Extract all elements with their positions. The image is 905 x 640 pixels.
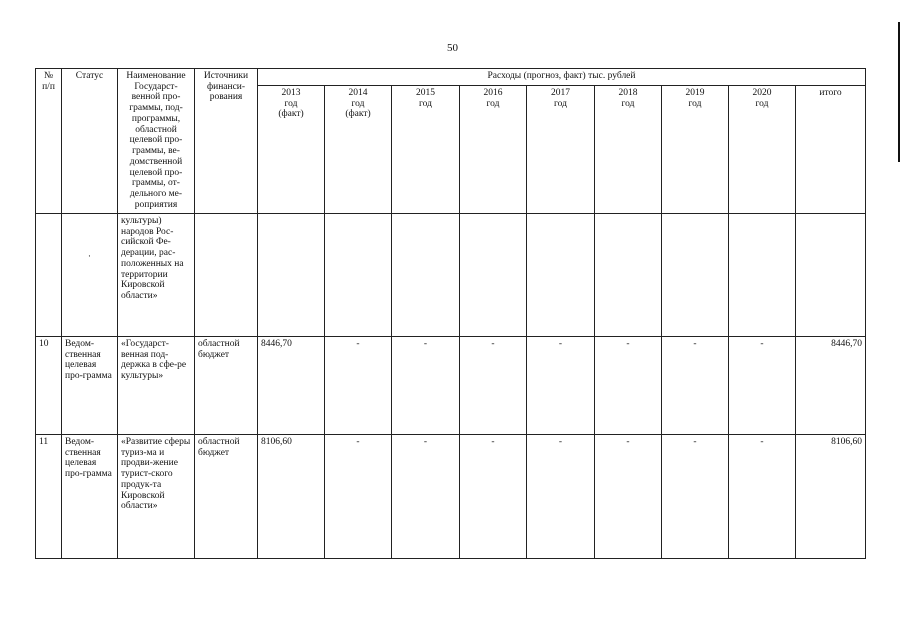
cell-value: - [325, 337, 392, 435]
cell-num [36, 214, 62, 337]
cell-value: - [392, 435, 460, 559]
continuation-row [36, 214, 866, 337]
cell-value: - [460, 435, 527, 559]
cell-value: - [460, 337, 527, 435]
header-total: итого [796, 86, 866, 214]
header-year-2019: 2019 год [662, 86, 729, 214]
cell-value: - [662, 337, 729, 435]
header-year-2013: 2013 год (факт) [258, 86, 325, 214]
cell-value: - [527, 337, 595, 435]
cell-total: 8446,70 [796, 337, 866, 435]
cell-value [729, 214, 796, 337]
cell-value [595, 214, 662, 337]
cell-num: 10 [36, 337, 62, 435]
header-year-2017: 2017 год [527, 86, 595, 214]
cell-value: - [392, 337, 460, 435]
header-year-2015: 2015 год [392, 86, 460, 214]
header-year-2020: 2020 год [729, 86, 796, 214]
cell-total: 8106,60 [796, 435, 866, 559]
cell-value: - [325, 435, 392, 559]
header-year-2018: 2018 год [595, 86, 662, 214]
cell-value: - [527, 435, 595, 559]
cell-value: - [595, 337, 662, 435]
cell-value [460, 214, 527, 337]
cell-status: Ведом-ственная целевая про-грамма [62, 435, 118, 559]
cell-value: - [729, 337, 796, 435]
cell-value: - [662, 435, 729, 559]
page-number: 50 [447, 42, 458, 54]
header-expenses: Расходы (прогноз, факт) тыс. рублей [258, 69, 866, 86]
continuation-marker: · [87, 252, 92, 262]
cell-value: - [595, 435, 662, 559]
header-name: Наименование Государст-венной про-граммы, под-программы, областной целевой про-граммы, ве-домственной целевой про-граммы, от-дельного ме-роприятия [118, 69, 195, 214]
cell-value: 8446,70 [258, 337, 325, 435]
header-row-top [36, 69, 866, 86]
cell-source [195, 214, 258, 337]
table-row [36, 435, 866, 559]
cell-value: - [729, 435, 796, 559]
cell-value [527, 214, 595, 337]
cell-source: областной бюджет [195, 435, 258, 559]
cell-name: «Развитие сферы туриз-ма и продви-жение турист-ского продук-та Кировской области» [118, 435, 195, 559]
cell-value [258, 214, 325, 337]
header-status: Статус [62, 69, 118, 214]
cell-value [392, 214, 460, 337]
cell-value [662, 214, 729, 337]
cell-total [796, 214, 866, 337]
cell-source: областной бюджет [195, 337, 258, 435]
cell-value [325, 214, 392, 337]
header-num: № п/п [36, 69, 62, 214]
budget-table [35, 68, 866, 559]
table-row [36, 337, 866, 435]
cell-name: «Государст-венная под-держка в сфе-ре культуры» [118, 337, 195, 435]
cell-num: 11 [36, 435, 62, 559]
header-year-2014: 2014 год (факт) [325, 86, 392, 214]
margin-mark [898, 22, 900, 162]
cell-name: культуры) народов Рос-сийской Фе-дерации, рас-положенных на территории Кировской области» [118, 214, 195, 337]
cell-status [62, 214, 118, 337]
cell-value: 8106,60 [258, 435, 325, 559]
cell-status: Ведом-ственная целевая про-грамма [62, 337, 118, 435]
header-year-2016: 2016 год [460, 86, 527, 214]
header-source: Источники финанси-рования [195, 69, 258, 214]
